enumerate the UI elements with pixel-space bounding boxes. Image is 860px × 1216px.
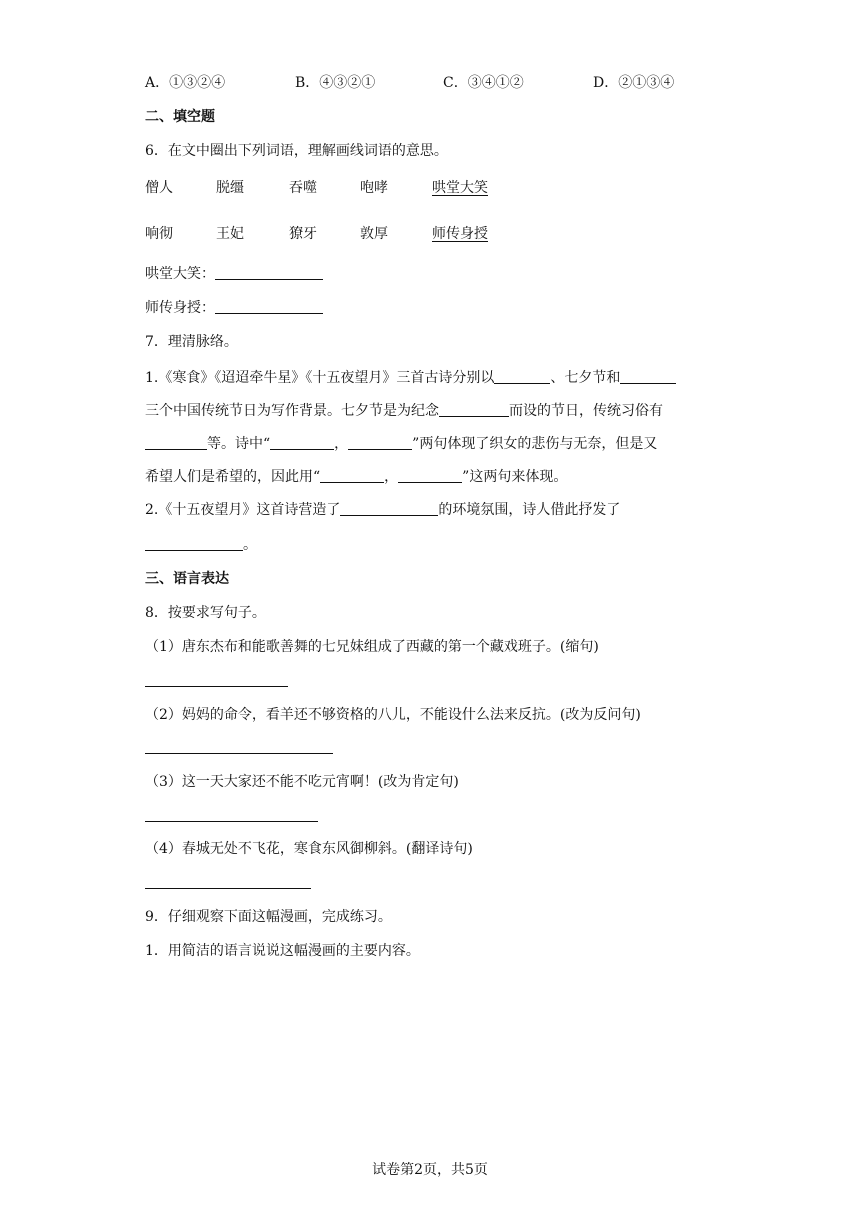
question-8-stem: 8．按要求写句子。 bbox=[145, 605, 266, 621]
word-item: 敦厚 bbox=[360, 226, 388, 242]
q7-line-4 bbox=[145, 467, 567, 487]
answer-line[interactable] bbox=[145, 888, 311, 889]
word-item: 獠牙 bbox=[289, 226, 317, 242]
answer-blank[interactable] bbox=[320, 468, 384, 483]
underlined-word: 师传身授 bbox=[432, 226, 488, 242]
q7-text: 三个中国传统节日为写作背景。七夕节是为纪念 bbox=[145, 403, 439, 419]
answer-blank[interactable] bbox=[270, 435, 334, 450]
q7-text: ”这两句来体现。 bbox=[462, 469, 568, 485]
option-c: C．③④①② bbox=[443, 75, 524, 91]
q7-text: 。 bbox=[243, 537, 257, 553]
fill-label-1 bbox=[145, 264, 323, 284]
q7-text: ”两句体现了织女的悲伤与无奈，但是又 bbox=[412, 436, 658, 452]
question-6-stem: 6．在文中圈出下列词语，理解画线词语的意思。 bbox=[145, 143, 448, 159]
answer-line[interactable] bbox=[145, 753, 333, 754]
section-title-language: 三、语言表达 bbox=[145, 571, 229, 587]
answer-blank[interactable] bbox=[348, 435, 412, 450]
question-9-stem: 9．仔细观察下面这幅漫画，完成练习。 bbox=[145, 909, 392, 925]
fill-label-2 bbox=[145, 298, 323, 318]
word-item: 王妃 bbox=[216, 226, 244, 242]
option-b: B．④③②① bbox=[295, 75, 376, 91]
underlined-word: 哄堂大笑 bbox=[432, 180, 488, 196]
q7-text: ， bbox=[334, 436, 349, 452]
option-d: D．②①③④ bbox=[593, 75, 675, 91]
fill-label-text: 师传身授： bbox=[145, 300, 215, 316]
q7-text: 1.《寒食》《迢迢牵牛星》《十五夜望月》三首古诗分别以 bbox=[145, 370, 495, 386]
q8-sentence-1: （1）唐东杰布和能歌善舞的七兄妹组成了西藏的第一个藏戏班子。(缩句) bbox=[145, 639, 599, 655]
q7-text: 而设的节日，传统习俗有 bbox=[509, 403, 663, 419]
q7-text: 、七夕节和 bbox=[550, 370, 621, 386]
q7-line-1 bbox=[145, 368, 676, 388]
answer-blank[interactable] bbox=[398, 468, 462, 483]
q7-text: ， bbox=[384, 469, 399, 485]
word-item: 吞噬 bbox=[289, 180, 317, 196]
q8-sentence-2: （2）妈妈的命令，看羊还不够资格的八儿，不能设什么法来反抗。(改为反问句) bbox=[145, 707, 641, 723]
page-footer: 试卷第2页，共5页 bbox=[372, 1162, 488, 1178]
word-item: 响彻 bbox=[145, 226, 173, 242]
option-a: A．①③②④ bbox=[145, 75, 226, 91]
word-item: 咆哮 bbox=[360, 180, 388, 196]
answer-blank[interactable] bbox=[145, 435, 207, 450]
q8-sentence-4: （4）春城无处不飞花，寒食东风御柳斜。(翻译诗句) bbox=[145, 841, 473, 857]
answer-blank[interactable] bbox=[439, 402, 509, 417]
q7-text: 的环境氛围，诗人借此抒发了 bbox=[438, 502, 621, 518]
q7-text: 2.《十五夜望月》这首诗营造了 bbox=[145, 502, 341, 518]
word-item: 脱缰 bbox=[216, 180, 244, 196]
q7-line-5 bbox=[145, 500, 620, 520]
answer-blank[interactable] bbox=[145, 536, 243, 551]
answer-blank[interactable] bbox=[215, 299, 323, 314]
q7-line-6 bbox=[145, 535, 257, 555]
q8-sentence-3: （3）这一天大家还不能不吃元宵啊！(改为肯定句) bbox=[145, 774, 459, 790]
answer-line[interactable] bbox=[145, 821, 318, 822]
q7-text: 等。诗中“ bbox=[207, 436, 271, 452]
word-item: 僧人 bbox=[145, 180, 173, 196]
answer-line[interactable] bbox=[145, 686, 288, 687]
q7-line-3 bbox=[145, 434, 657, 454]
answer-blank[interactable] bbox=[620, 369, 676, 384]
question-9-sub-1: 1．用简洁的语言说说这幅漫画的主要内容。 bbox=[145, 943, 420, 959]
answer-blank[interactable] bbox=[215, 265, 323, 280]
answer-blank[interactable] bbox=[340, 501, 438, 516]
answer-blank[interactable] bbox=[494, 369, 550, 384]
q7-text: 希望人们是希望的，因此用“ bbox=[145, 469, 321, 485]
q7-line-2 bbox=[145, 401, 663, 421]
fill-label-text: 哄堂大笑： bbox=[145, 266, 215, 282]
question-7-stem: 7．理清脉络。 bbox=[145, 334, 238, 350]
section-title-fill-blank: 二、填空题 bbox=[145, 109, 215, 125]
